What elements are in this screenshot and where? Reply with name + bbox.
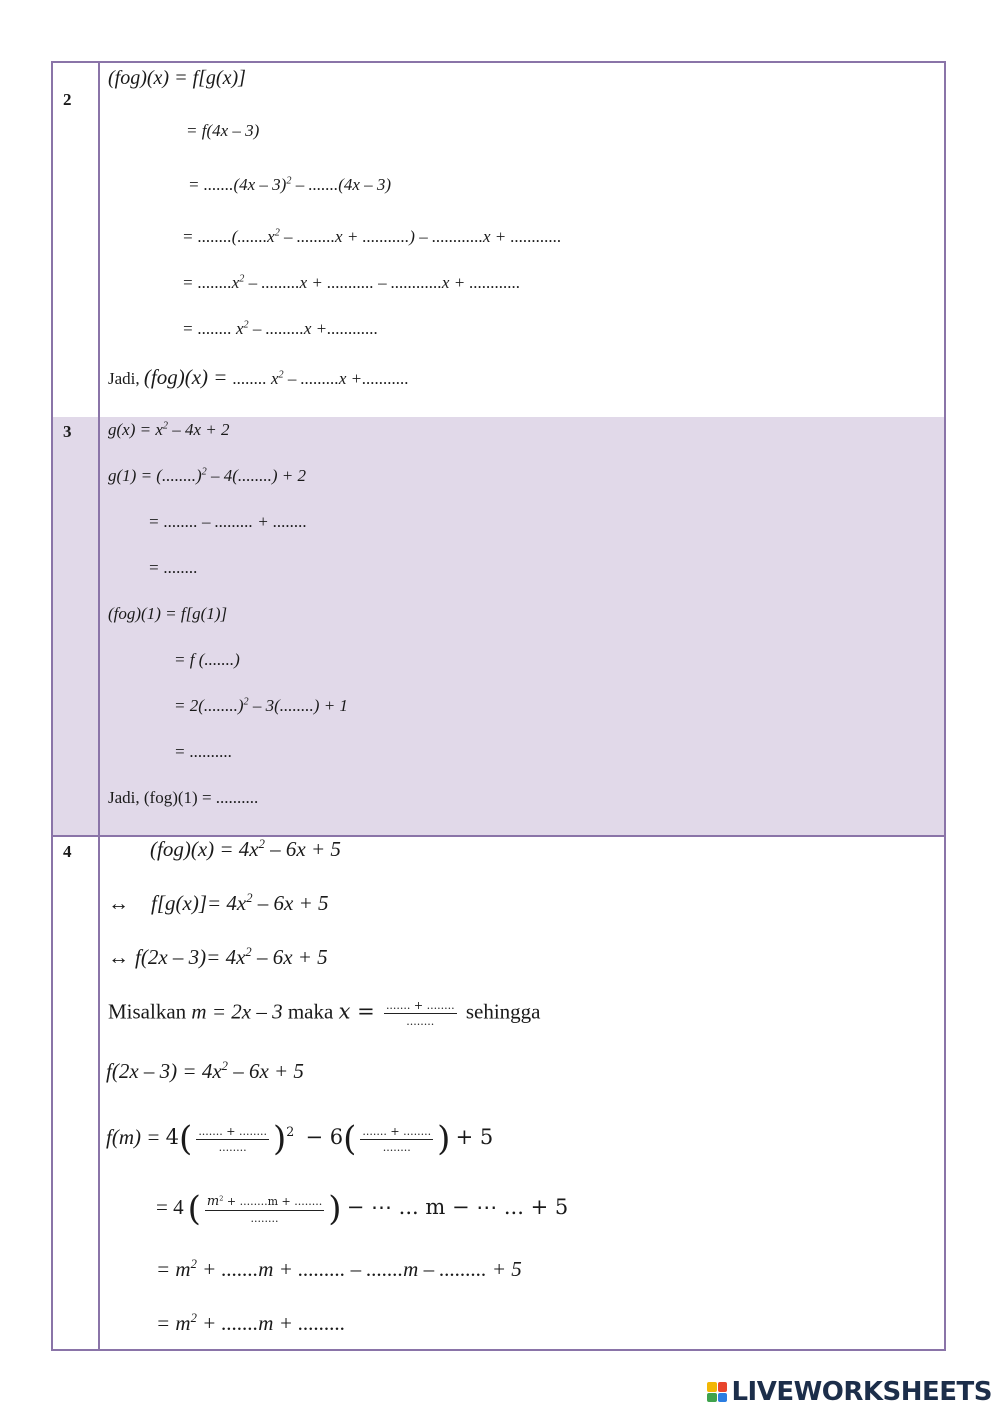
math-line: ↔ $f(2x - 3)= 4x^2 - 6x + 5$ <box>108 945 328 969</box>
math-line: $(fog)(x) = 4x^2 - 6x + 5$ <box>150 837 341 861</box>
worksheet-table <box>51 61 948 1351</box>
equivalence-symbol: ↔ <box>108 891 129 915</box>
row-number: 3 <box>53 417 100 835</box>
math-line: = 2(........)$^2$ – 3(........) + 1 <box>174 696 348 715</box>
math-line: Misalkan m = 2x – 3 maka x = $\frac{....... + ........}{........}$ sehingga <box>108 999 541 1028</box>
conclusion-line: Jadi, (fog)(x) = ........ $x^2$ – .........x +........... <box>108 365 409 389</box>
math-line: = f (.......) <box>174 650 240 669</box>
fraction: $\frac{....... + ........}{........}$ <box>198 1124 267 1154</box>
row-content <box>100 63 944 417</box>
table-row <box>51 61 946 419</box>
math-line: $f(2x - 3) = 4x^2 - 6x + 5$ <box>106 1059 304 1083</box>
math-line: = $........(.......x^2$ – .........x + ...........) – ............x + ............ <box>182 227 562 246</box>
math-line: = ........ <box>148 558 198 577</box>
math-line: = $m^2 + .......m$ + ......... – .......m – ......... + 5 <box>156 1257 522 1281</box>
row-number: 4 <box>53 837 100 1349</box>
math-line: = .......(4x – 3)$^2$ – .......(4x – 3) <box>188 175 392 194</box>
logo-text: LIVEWORKSHEETS <box>731 1377 992 1407</box>
math-line: f(m) = 4( $\frac{....... + ........}{........}$ )$^2$ − 6( $\frac{....... + ........}{........}$ ) + 5 <box>106 1119 494 1159</box>
math-line: (fog)(1) = f[g(1)] <box>108 604 228 623</box>
table-row <box>51 417 946 837</box>
conclusion-line: Jadi, (fog)(1) = .......... <box>108 788 259 807</box>
math-line: ↔ $f[g(x)]= 4x^2 - 6x + 5$ <box>108 891 329 915</box>
math-line: = f(4x – 3) <box>186 121 260 140</box>
fraction: $\frac{....... + ........}{........}$ <box>362 1124 432 1154</box>
liveworksheets-logo <box>707 1377 992 1407</box>
fraction: $\frac{m^2 + ........m + ........}{........}$ <box>206 1193 323 1225</box>
math-line: = $m^2 + .......m$ + ......... <box>156 1311 346 1335</box>
logo-icon <box>707 1382 727 1402</box>
row-content <box>100 417 944 835</box>
math-line: = $........x^2$ – .........x + ........... – ............x + ............ <box>182 273 521 292</box>
table-row <box>51 837 946 1351</box>
row-number: 2 <box>53 63 100 417</box>
fraction: $\frac{....... + ........}{........}$ <box>385 999 455 1028</box>
row-content <box>100 837 944 1349</box>
equivalence-symbol: ↔ <box>108 945 129 969</box>
math-line: = 4 ( $\frac{m^2 + ........m + ........}{........}$ ) − ⋯ ... m − ⋯ ... + 5 <box>156 1189 569 1229</box>
math-line: $g(x) = x^2 - 4x + 2$ <box>108 420 230 439</box>
math-line: (fog)(x) = f[g(x)] <box>108 67 246 89</box>
math-line: g(1) = (........)$^2$ – 4(........) + 2 <box>108 466 307 485</box>
math-line: = .......... <box>174 742 233 761</box>
math-line: = ........ – ......... + ........ <box>148 512 307 531</box>
math-line: = ........ $x^2$ – .........x +............ <box>182 319 379 338</box>
